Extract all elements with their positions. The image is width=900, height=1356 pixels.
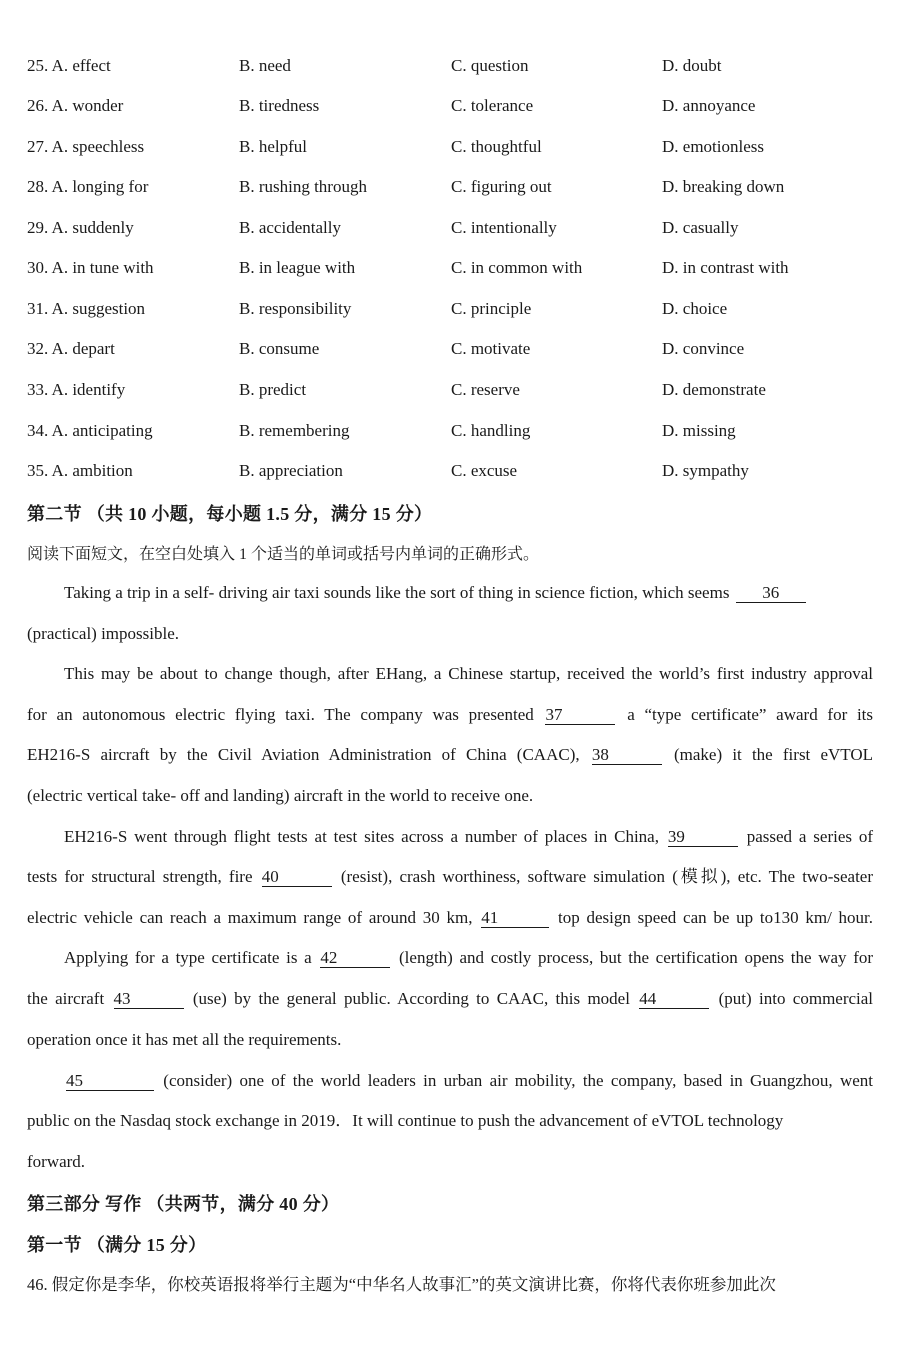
blank-41: 41 <box>481 909 549 928</box>
option-b: B. appreciation <box>239 461 343 480</box>
option-c: C. figuring out <box>451 177 552 196</box>
passage-line: (practical) impossible. <box>27 624 180 643</box>
option-d: D. doubt <box>662 56 722 75</box>
option-a: 29. A. suddenly <box>27 218 134 237</box>
option-d: D. convince <box>662 339 745 358</box>
option-row-27 <box>0 132 900 162</box>
option-a: 31. A. suggestion <box>27 299 146 318</box>
option-row-30 <box>0 253 900 283</box>
blank-37: 37 <box>545 706 615 725</box>
passage-line: electric vehicle can reach a maximum range of around 30 km, 41 top design speed can be up to130 km/ hour. <box>27 908 874 927</box>
option-d: D. missing <box>662 421 736 440</box>
option-a: 32. A. depart <box>27 339 115 358</box>
passage-line: the aircraft 43 (use) by the general public. According to CAAC, this model 44 (put) into commercial <box>27 989 874 1008</box>
blank-39: 39 <box>668 828 738 847</box>
option-c: C. principle <box>451 299 532 318</box>
option-d: D. demonstrate <box>662 380 766 399</box>
option-b: B. consume <box>239 339 320 358</box>
option-c: C. in common with <box>451 258 583 277</box>
passage-line: tests for structural strength, fire 40 (resist), crash worthiness, software simulation (模拟), etc. The two-seater <box>27 867 874 886</box>
option-a: 35. A. ambition <box>27 461 133 480</box>
option-a: 26. A. wonder <box>27 96 124 115</box>
passage-line: forward. <box>27 1152 86 1171</box>
option-row-34 <box>0 416 900 446</box>
blank-36: 36 <box>736 584 806 603</box>
blank-42: 42 <box>320 949 390 968</box>
section-heading: 第二节 （共 10 小题，每小题 1.5 分，满分 15 分） <box>27 504 433 524</box>
option-c: C. excuse <box>451 461 518 480</box>
option-d: D. casually <box>662 218 739 237</box>
option-a: 34. A. anticipating <box>27 421 153 440</box>
option-row-33 <box>0 375 900 405</box>
option-b: B. helpful <box>239 137 307 156</box>
question-46: 46. 假定你是李华，你校英语报将举行主题为“中华名人故事汇”的英文演讲比赛，你将代表你班参加此次 <box>27 1275 776 1294</box>
option-row-35 <box>0 456 900 486</box>
option-a: 33. A. identify <box>27 380 126 399</box>
option-b: B. rushing through <box>239 177 367 196</box>
option-b: B. responsibility <box>239 299 352 318</box>
option-row-25 <box>0 51 900 81</box>
option-c: C. intentionally <box>451 218 557 237</box>
option-d: D. breaking down <box>662 177 785 196</box>
option-d: D. sympathy <box>662 461 749 480</box>
option-d: D. in contrast with <box>662 258 789 277</box>
option-c: C. question <box>451 56 529 75</box>
option-row-32 <box>0 334 900 364</box>
passage-line: This may be about to change though, after EHang, a Chinese startup, received the world’s first industry approval <box>64 664 873 683</box>
passage-line: Applying for a type certificate is a 42 (length) and costly process, but the certification opens the way for <box>64 948 874 967</box>
option-b: B. tiredness <box>239 96 320 115</box>
option-c: C. handling <box>451 421 531 440</box>
option-d: D. choice <box>662 299 728 318</box>
passage-line: EH216-S went through flight tests at test sites across a number of places in China, 39 passed a series of <box>64 827 873 846</box>
passage-line: for an autonomous electric flying taxi. The company was presented 37 a “type certificate” award for its <box>27 705 874 724</box>
option-c: C. motivate <box>451 339 531 358</box>
option-row-26 <box>0 91 900 121</box>
passage-line: 45 (consider) one of the world leaders in urban air mobility, the company, based in Guangzhou, went <box>66 1071 873 1090</box>
passage-line: EH216-S aircraft by the Civil Aviation Administration of China (CAAC), 38 (make) it the first eVTOL <box>27 745 874 764</box>
passage-line: operation once it has met all the requirements. <box>27 1030 342 1049</box>
option-row-31 <box>0 294 900 324</box>
option-d: D. emotionless <box>662 137 764 156</box>
passage-line: public on the Nasdaq stock exchange in 2019．It will continue to push the advancement of eVTOL technology <box>27 1111 784 1130</box>
blank-44: 44 <box>639 990 709 1009</box>
option-a: 25. A. effect <box>27 56 111 75</box>
option-c: C. tolerance <box>451 96 534 115</box>
option-row-29 <box>0 213 900 243</box>
option-c: C. thoughtful <box>451 137 542 156</box>
option-b: B. accidentally <box>239 218 341 237</box>
option-row-28 <box>0 172 900 202</box>
option-c: C. reserve <box>451 380 520 399</box>
option-a: 30. A. in tune with <box>27 258 154 277</box>
part3-heading: 第三部分 写作 （共两节，满分 40 分） <box>27 1194 340 1214</box>
option-d: D. annoyance <box>662 96 756 115</box>
blank-43: 43 <box>114 990 184 1009</box>
option-a: 27. A. speechless <box>27 137 145 156</box>
option-b: B. predict <box>239 380 307 399</box>
option-b: B. in league with <box>239 258 356 277</box>
part3-sub-heading: 第一节 （满分 15 分） <box>27 1235 207 1255</box>
blank-40: 40 <box>262 868 332 887</box>
blank-38: 38 <box>592 746 662 765</box>
option-a: 28. A. longing for <box>27 177 149 196</box>
blank-45: 45 <box>66 1072 154 1091</box>
section-instruction: 阅读下面短文，在空白处填入 1 个适当的单词或括号内单词的正确形式。 <box>27 546 540 563</box>
option-b: B. remembering <box>239 421 350 440</box>
passage-line: Taking a trip in a self- driving air taxi sounds like the sort of thing in science fiction, which seems 36 <box>64 581 873 605</box>
option-b: B. need <box>239 56 291 75</box>
passage-line: (electric vertical take- off and landing) aircraft in the world to receive one. <box>27 786 534 805</box>
